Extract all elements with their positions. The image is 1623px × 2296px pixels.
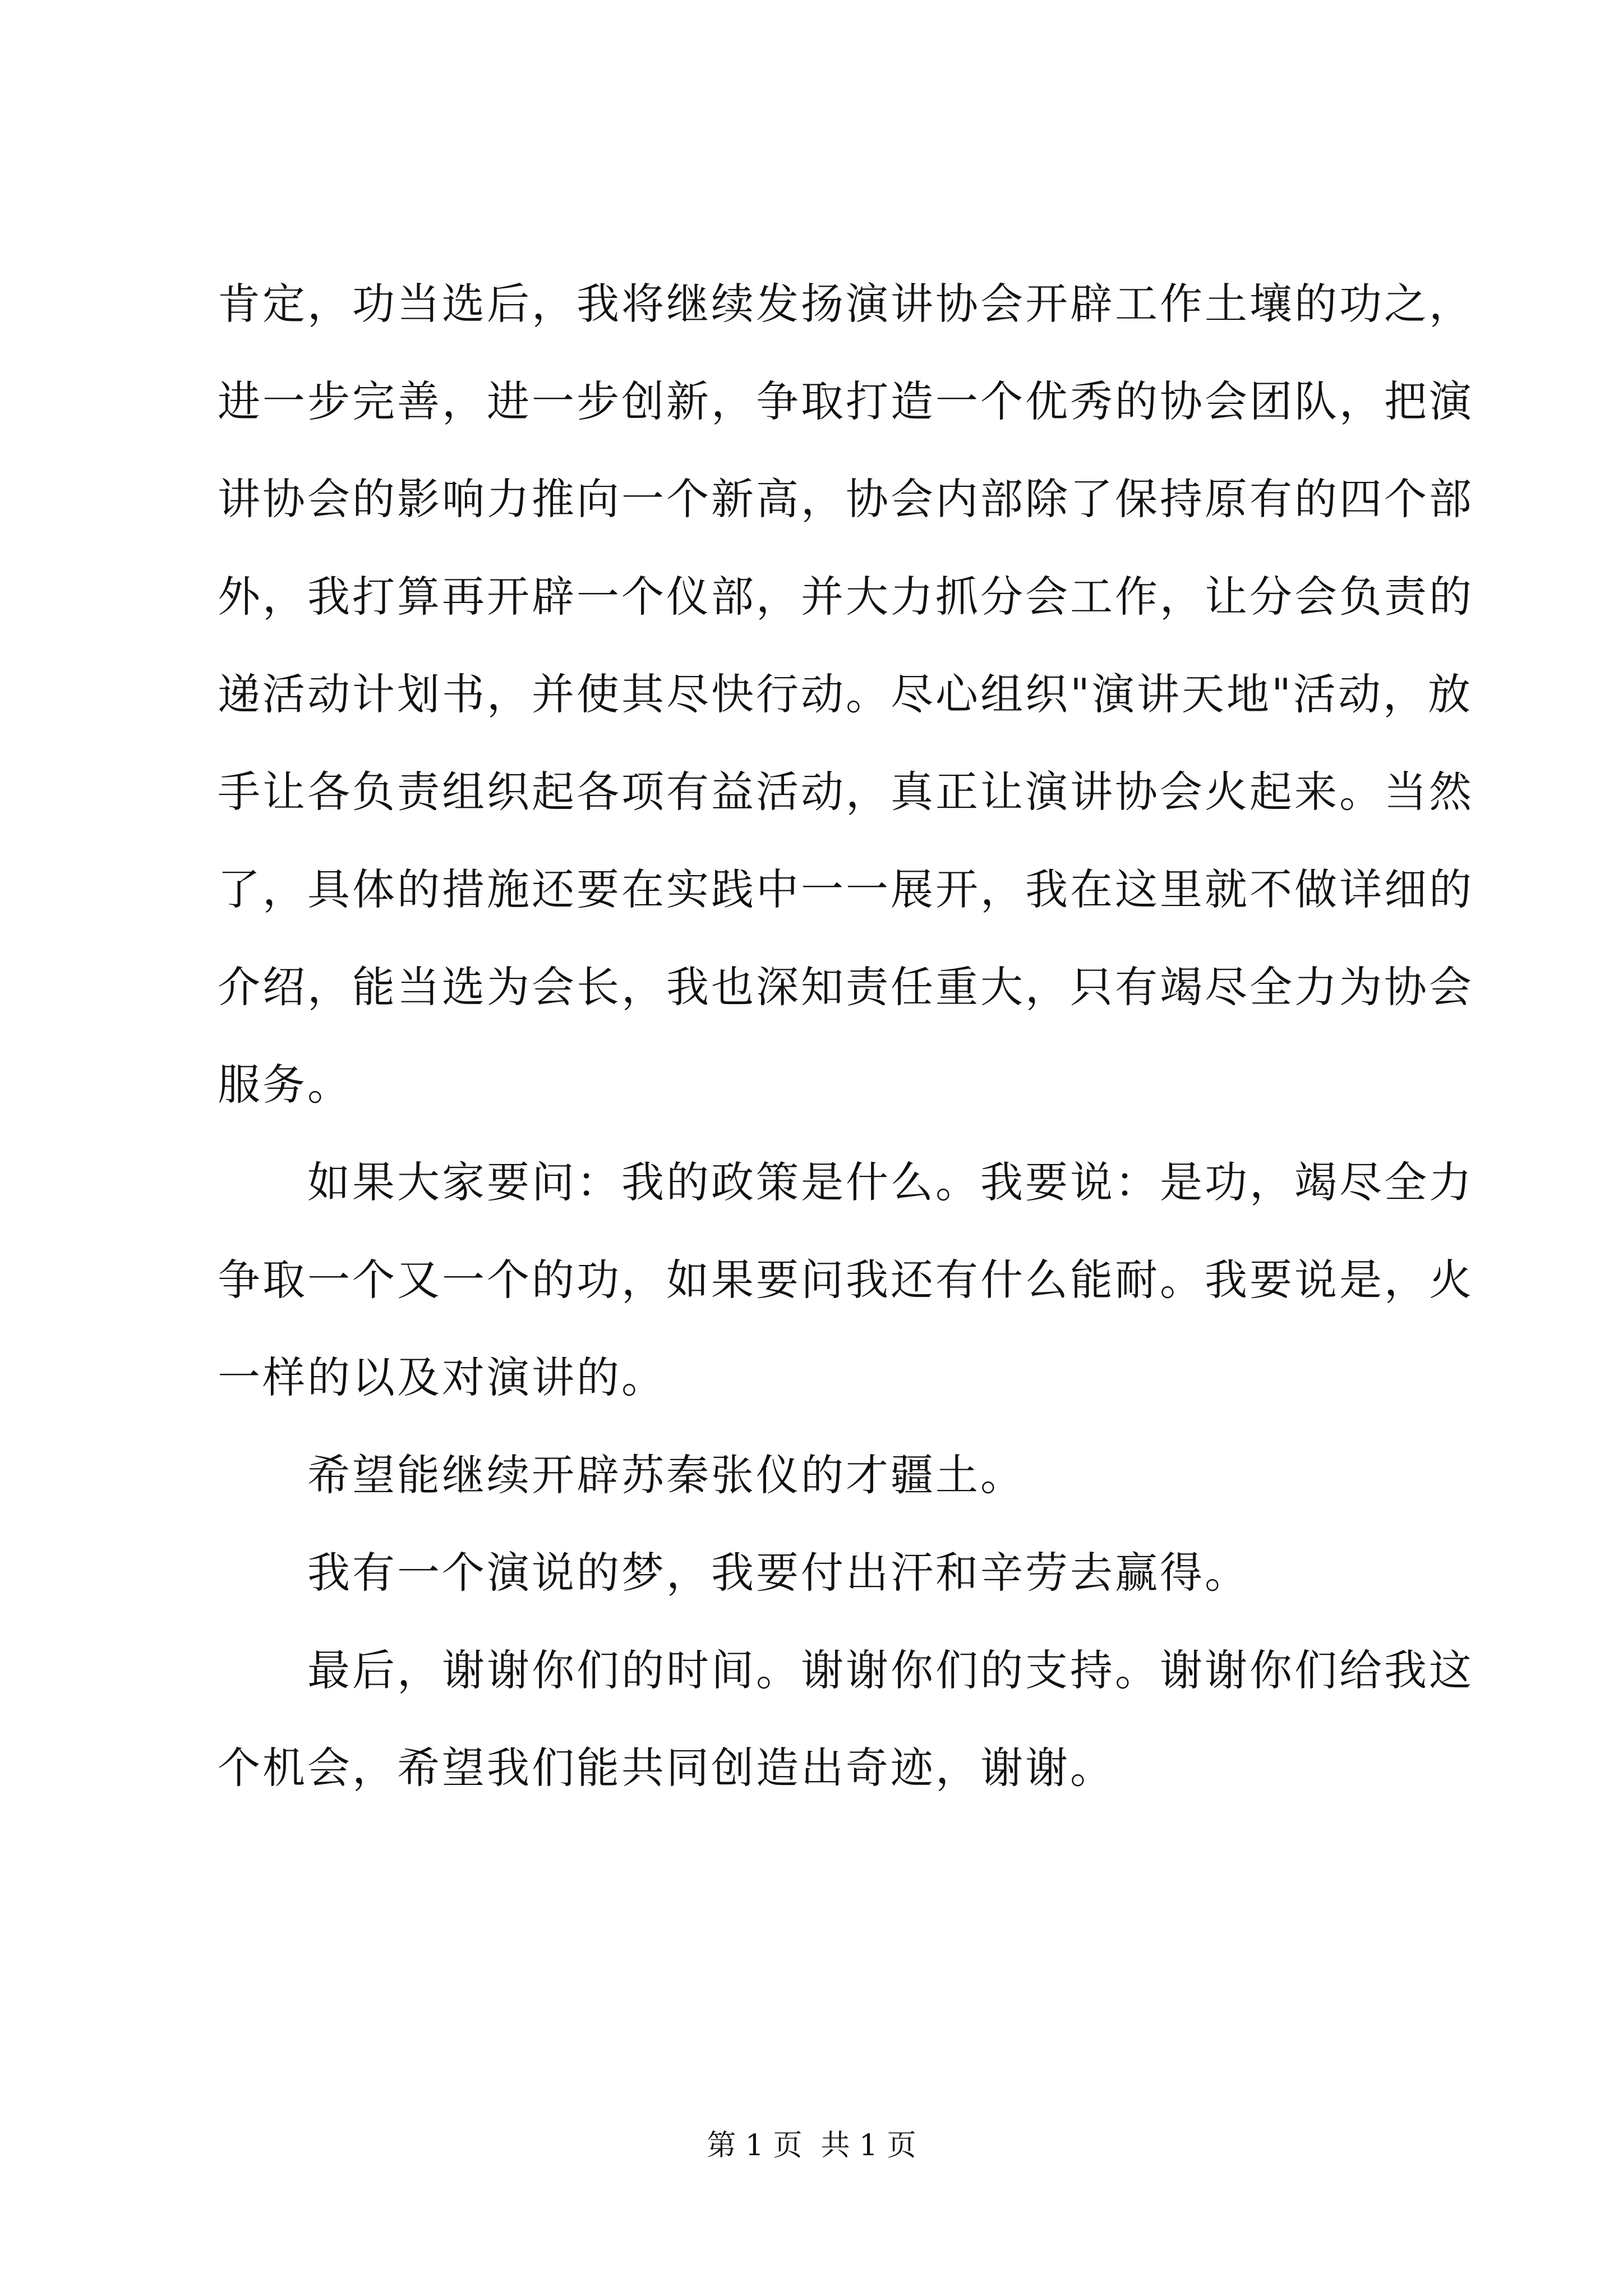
text-line-10: 如果大家要问：我的政策是什么。我要说：是功，竭尽全力 xyxy=(307,1157,1474,1207)
text-line-7: 了，具体的措施还要在实践中一一展开，我在这里就不做详细的 xyxy=(218,864,1474,914)
text-line-13: 希望能继续开辟苏秦张仪的才疆土。 xyxy=(307,1450,1025,1500)
page-footer xyxy=(0,2126,1623,2165)
text-line-15: 最后，谢谢你们的时间。谢谢你们的支持。谢谢你们给我这 xyxy=(307,1645,1474,1695)
text-line-3: 讲协会的影响力推向一个新高，协会内部除了保持原有的四个部 xyxy=(218,474,1474,524)
text-line-5: 递活动计划书，并使其尽快行动。尽心组织"演讲天地"活动，放 xyxy=(218,669,1473,719)
text-line-2: 进一步完善，进一步创新，争取打造一个优秀的协会团队，把演 xyxy=(218,376,1474,426)
text-line-9: 服务。 xyxy=(218,1060,352,1110)
text-line-16: 个机会，希望我们能共同创造出奇迹，谢谢。 xyxy=(218,1743,1115,1793)
text-line-6: 手让各负责组织起各项有益活动，真正让演讲协会火起来。当然 xyxy=(218,767,1474,817)
document-body xyxy=(218,255,1474,1817)
text-line-14: 我有一个演说的梦，我要付出汗和辛劳去赢得。 xyxy=(307,1548,1249,1598)
text-line-11: 争取一个又一个的功，如果要问我还有什么能耐。我要说是，火 xyxy=(218,1255,1474,1305)
text-line-1: 肯定，功当选后，我将继续发扬演讲协会开辟工作土壤的功之， xyxy=(218,279,1474,329)
text-line-12: 一样的以及对演讲的。 xyxy=(218,1352,666,1402)
text-line-8: 介绍，能当选为会长，我也深知责任重大，只有竭尽全力为协会 xyxy=(218,962,1474,1012)
page-number-label: 第 1 页 共 1 页 xyxy=(707,2129,916,2162)
text-line-4: 外，我打算再开辟一个仪部，并大力抓分会工作，让分会负责的 xyxy=(218,572,1474,622)
